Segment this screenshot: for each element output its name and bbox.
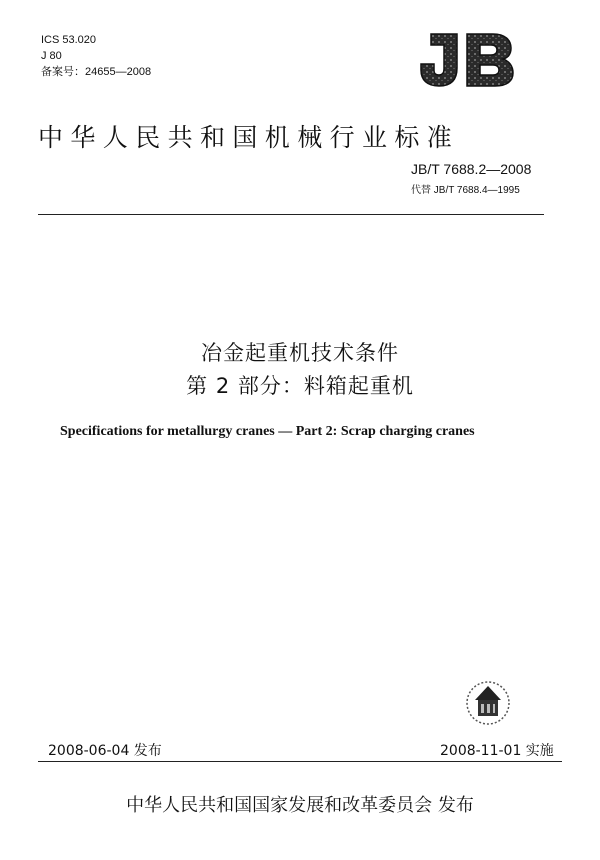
ccs-code: J 80 [41, 50, 62, 62]
issuer: 中华人民共和国国家发展和改革委员会 发布 [126, 795, 474, 816]
footer-divider [38, 761, 562, 762]
title-cn-line1: 冶金起重机技术条件 [201, 341, 399, 365]
ics-code: ICS 53.020 [41, 34, 97, 46]
emblem-icon [465, 680, 511, 726]
standard-category: 中华人民共和国机械行业标准 [38, 123, 460, 152]
title-cn-line2: 第 2 部分：料箱起重机 [186, 374, 414, 398]
replaces-standard: 代替 JB/T 7688.4—1995 [411, 185, 520, 196]
jb-logo [413, 28, 519, 90]
effective-date: 2008-11-01 实施 [440, 743, 554, 759]
jb-logo-icon [413, 28, 519, 90]
title-en: Specifications for metallurgy cranes — Part 2: Scrap charging cranes [60, 424, 475, 439]
filing-number: 备案号：24655—2008 [41, 66, 152, 78]
header-divider [38, 214, 544, 215]
standard-number: JB/T 7688.2—2008 [411, 161, 532, 177]
publisher-emblem [465, 680, 511, 726]
publish-date: 2008-06-04 发布 [48, 743, 162, 759]
